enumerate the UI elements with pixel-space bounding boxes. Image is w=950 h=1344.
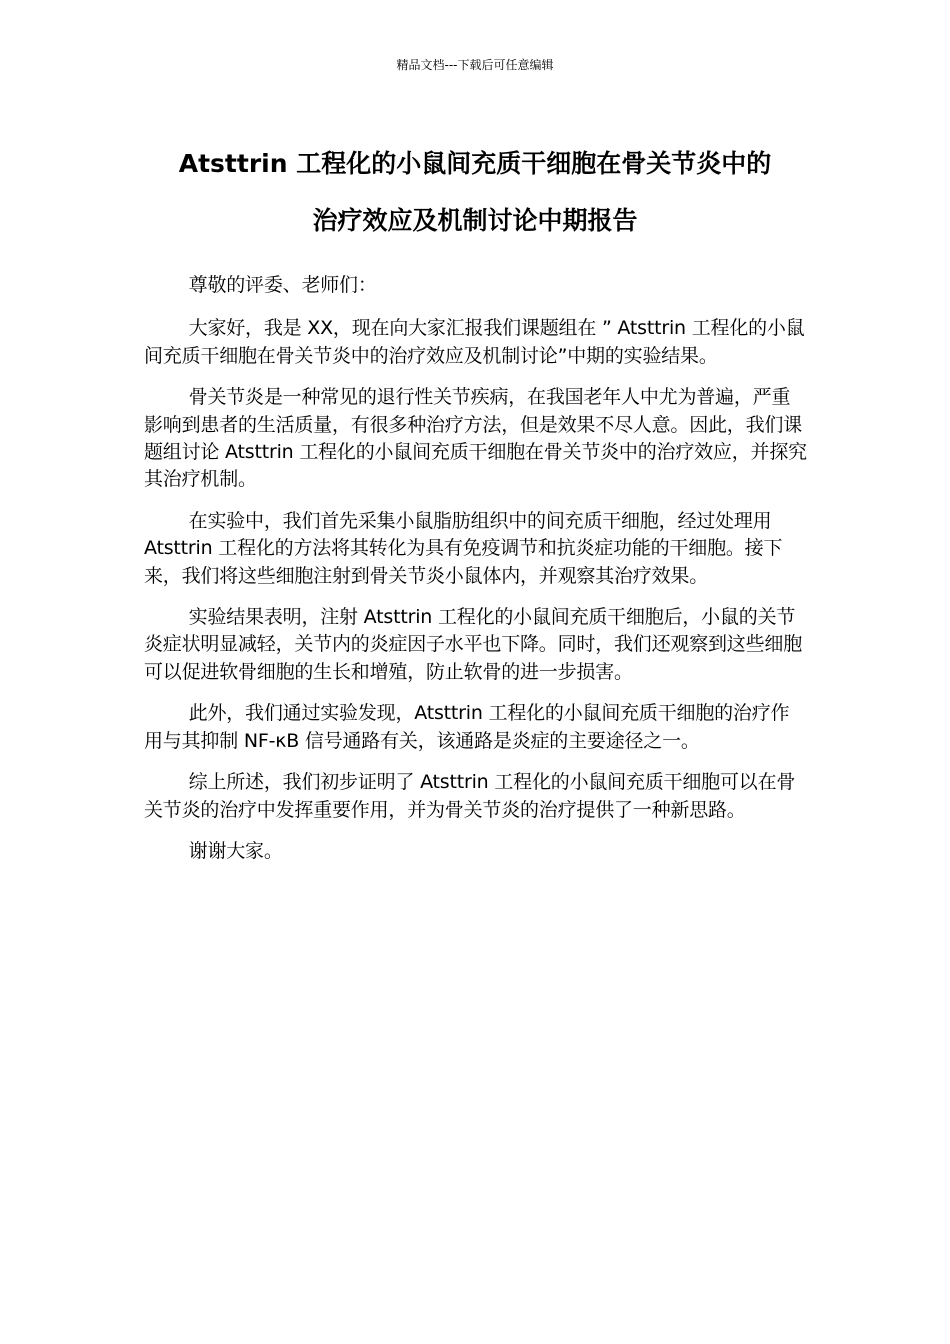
closing-paragraph: 谢谢大家。 (188, 839, 283, 862)
document-body (144, 272, 808, 879)
title-line-1: Atsttrin 工程化的小鼠间充质干细胞在骨关节炎中的 (178, 149, 772, 178)
document-title (120, 135, 830, 249)
body-paragraph: 在实验中，我们首先采集小鼠脂肪组织中的间充质干细胞，经过处理用 Atsttrin 工程化的方法将其转化为具有免疫调节和抗炎症功能的干细胞。接下来，我们将这些细胞注射到骨关节炎小鼠体内，并观察其治疗效果。 (144, 509, 783, 587)
page-header: 精品文档---下载后可任意编辑 (396, 58, 554, 72)
body-paragraph: 此外，我们通过实验发现，Atsttrin 工程化的小鼠间充质干细胞的治疗作用与其抑制 NF-κB 信号通路有关，该通路是炎症的主要途径之一。 (144, 702, 790, 752)
title-line-2: 治疗效应及机制讨论中期报告 (312, 206, 638, 235)
greeting-paragraph: 尊敬的评委、老师们： (188, 274, 377, 296)
body-paragraph: 综上所述，我们初步证明了 Atsttrin 工程化的小鼠间充质干细胞可以在骨关节炎的治疗中发挥重要作用，并为骨关节炎的治疗提供了一种新思路。 (144, 771, 796, 821)
body-paragraph: 实验结果表明，注射 Atsttrin 工程化的小鼠间充质干细胞后，小鼠的关节炎症状明显减轻，关节内的炎症因子水平也下降。同时，我们还观察到这些细胞可以促进软骨细胞的生长和增殖，防止软骨的进一步损害。 (144, 606, 803, 683)
body-paragraph: 大家好，我是 XX，现在向大家汇报我们课题组在 ” Atsttrin 工程化的小鼠间充质干细胞在骨关节炎中的治疗效应及机制讨论”中期的实验结果。 (144, 317, 805, 367)
body-paragraph: 骨关节炎是一种常见的退行性关节疾病，在我国老年人中尤为普遍，严重影响到患者的生活质量，有很多种治疗方法，但是效果不尽人意。因此，我们课题组讨论 Atsttrin 工程化的小鼠间充质干细胞在骨关节炎中的治疗效应，并探究其治疗机制。 (144, 386, 807, 491)
